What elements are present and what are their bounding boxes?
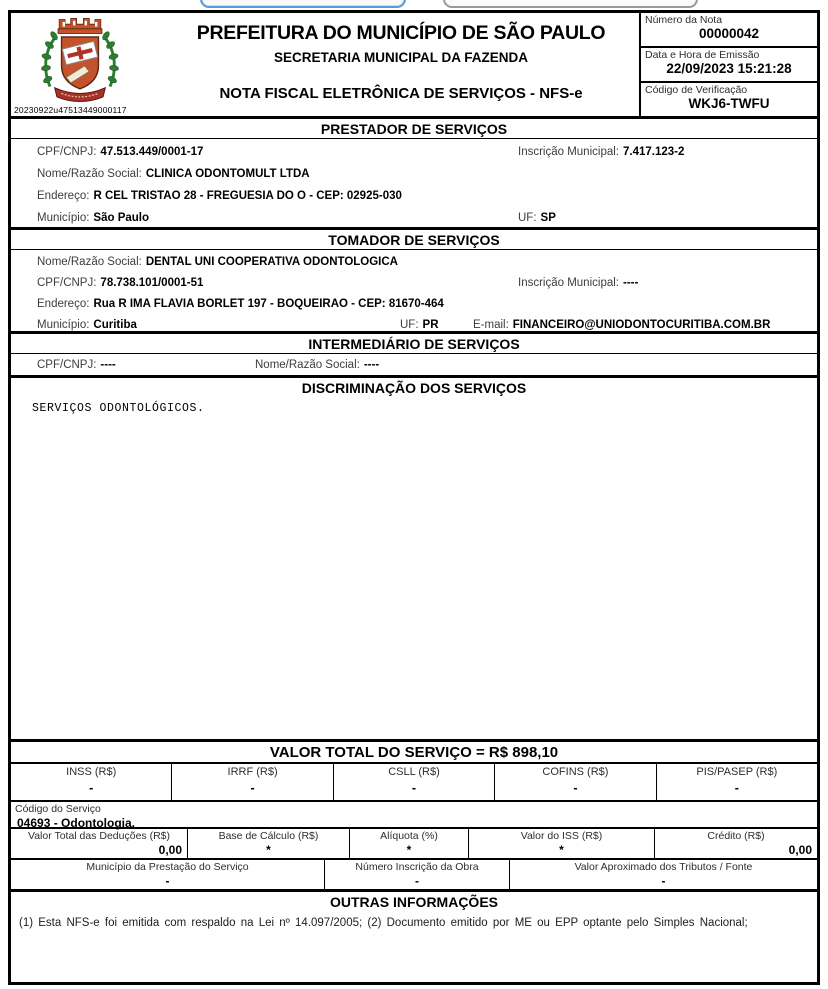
section-prestador: [11, 119, 817, 230]
prestador-endereco-value: R CEL TRISTAO 28 - FREGUESIA DO O - CEP: 02925-030: [93, 190, 402, 202]
prestador-inscricao-value: 7.417.123-2: [622, 146, 685, 158]
tomador-municipio-label: Município:: [37, 319, 90, 331]
tomador-title: TOMADOR DE SERVIÇOS: [11, 230, 817, 250]
tomador-cpf-label: CPF/CNPJ:: [37, 277, 97, 289]
outras-title: OUTRAS INFORMAÇÕES: [330, 894, 498, 910]
discriminacao-title: DISCRIMINAÇÃO DOS SERVIÇOS: [301, 380, 527, 396]
intermediario-row: [37, 355, 817, 376]
valor-iss-value: *: [559, 843, 564, 857]
data-emissao-cell: [641, 48, 817, 83]
base-calculo-cell: [188, 829, 350, 858]
tomador-email-value: FINANCEIRO@UNIODONTOCURITIBA.COM.BR: [512, 319, 771, 331]
partial-button-right[interactable]: [443, 0, 698, 8]
tributos-fonte-label: Valor Aproximado dos Tributos / Fonte: [574, 861, 753, 873]
tomador-cpf-value: 78.738.101/0001-51: [100, 277, 204, 289]
secretaria-subtitle: SECRETARIA MUNICIPAL DA FAZENDA: [273, 50, 528, 65]
prestador-row-razao: [37, 163, 817, 185]
tax-pis-value: -: [734, 781, 739, 795]
base-calculo-value: *: [266, 843, 271, 857]
prestador-municipio-value: São Paulo: [93, 212, 150, 224]
prestador-title: PRESTADOR DE SERVIÇOS: [11, 119, 817, 139]
intermediario-cpf-value: ----: [100, 359, 116, 371]
prestador-uf-label: UF:: [518, 212, 537, 224]
tomador-endereco-value: Rua R IMA FLAVIA BORLET 197 - BOQUEIRAO - CEP: 81670-464: [93, 298, 444, 310]
tomador-row-endereco: [37, 294, 817, 315]
prestador-cpf-label: CPF/CNPJ:: [37, 146, 97, 158]
valor-total-title: VALOR TOTAL DO SERVIÇO = R$ 898,10: [11, 742, 817, 764]
logo-cell: [11, 13, 163, 116]
codigo-servico-cell: [11, 802, 817, 829]
detail-values-row: [11, 829, 817, 860]
tomador-uf-label: UF:: [400, 319, 419, 331]
credito-label: Crédito (R$): [707, 830, 765, 842]
discriminacao-text: SERVIÇOS ODONTOLÓGICOS.: [32, 402, 205, 415]
tomador-inscricao-label: Inscrição Municipal:: [518, 277, 619, 289]
tomador-uf-value: PR: [422, 319, 439, 331]
nfse-document: [8, 10, 820, 985]
tax-irrf-value: -: [250, 781, 255, 795]
tomador-endereco-label: Endereço:: [37, 298, 90, 310]
codigo-servico-value: 04693 - Odontologia.: [17, 816, 136, 830]
tax-irrf-label: IRRF (R$): [227, 766, 278, 778]
prestador-endereco-label: Endereço:: [37, 190, 90, 202]
intermediario-cpf-label: CPF/CNPJ:: [37, 359, 97, 371]
document-key-number: 20230922u47513449000117: [14, 105, 127, 115]
inscricao-obra-label: Número Inscrição da Obra: [355, 861, 479, 873]
numero-da-nota-value: 00000042: [698, 26, 760, 41]
header-titles: [163, 13, 639, 116]
partial-button-left[interactable]: [200, 0, 406, 8]
prestador-cpf-value: 47.513.449/0001-17: [100, 146, 204, 158]
tax-cell-irrf: [172, 764, 333, 800]
tax-cell-inss: [11, 764, 172, 800]
municipio-prestacao-cell: [11, 860, 325, 889]
sao-paulo-coat-of-arms-icon: [37, 15, 123, 105]
tomador-inscricao-value: ----: [622, 277, 639, 289]
prestador-uf-value: SP: [540, 212, 556, 224]
credito-value: 0,00: [788, 843, 812, 857]
tomador-razao-label: Nome/Razão Social:: [37, 256, 142, 268]
section-tomador: [11, 230, 817, 334]
tributos-fonte-cell: [510, 860, 817, 889]
tax-inss-label: INSS (R$): [66, 766, 117, 778]
tax-cofins-label: COFINS (R$): [542, 766, 609, 778]
municipio-prestacao-value: -: [165, 874, 170, 888]
deducoes-cell: [11, 829, 188, 858]
aliquota-value: *: [406, 843, 412, 857]
inscricao-obra-cell: [325, 860, 510, 889]
nfse-title: NOTA FISCAL ELETRÔNICA DE SERVIÇOS - NFS-e: [219, 85, 583, 102]
codigo-verificacao-value: WKJ6-TWFU: [688, 96, 770, 111]
tax-table: [11, 764, 817, 802]
tomador-row-municipio: [37, 315, 817, 336]
tomador-municipio-value: Curitiba: [93, 319, 137, 331]
prestador-row-endereco: [37, 185, 817, 207]
intermediario-razao-value: ----: [363, 359, 380, 371]
data-emissao-value: 22/09/2023 15:21:28: [666, 61, 792, 76]
prestador-razao-label: Nome/Razão Social:: [37, 168, 142, 180]
tomador-razao-value: DENTAL UNI COOPERATIVA ODONTOLOGICA: [145, 256, 398, 268]
tax-inss-value: -: [89, 781, 94, 795]
base-calculo-label: Base de Cálculo (R$): [218, 830, 319, 842]
tax-cell-pis: [657, 764, 817, 800]
outras-text: (1) Esta NFS-e foi emitida com respaldo na Lei nº 14.097/2005; (2) Documento emitido por ME ou EPP optante pelo Simples Nacional;: [19, 917, 748, 929]
tomador-row-cpf: [37, 273, 817, 294]
tributos-fonte-value: -: [661, 874, 666, 888]
prestador-row-municipio: [37, 207, 817, 229]
tax-cell-cofins: [495, 764, 656, 800]
numero-da-nota-label: Número da Nota: [645, 14, 723, 26]
footer-values-row: [11, 860, 817, 892]
valor-iss-cell: [469, 829, 655, 858]
prestador-razao-value: CLINICA ODONTOMULT LTDA: [145, 168, 310, 180]
section-discriminacao: [11, 378, 817, 742]
numero-da-nota-cell: [641, 13, 817, 48]
section-outras-informacoes: [11, 892, 817, 982]
tax-csll-label: CSLL (R$): [388, 766, 440, 778]
codigo-servico-label: Código do Serviço: [15, 803, 101, 815]
codigo-verificacao-label: Código de Verificação: [645, 84, 748, 96]
tax-pis-label: PIS/PASEP (R$): [696, 766, 778, 778]
prestador-inscricao-label: Inscrição Municipal:: [518, 146, 619, 158]
section-intermediario: [11, 334, 817, 378]
prefeitura-title: PREFEITURA DO MUNICÍPIO DE SÃO PAULO: [196, 22, 606, 44]
tomador-email-label: E-mail:: [473, 319, 509, 331]
valor-iss-label: Valor do ISS (R$): [520, 830, 603, 842]
tax-csll-value: -: [411, 781, 417, 795]
credito-cell: [655, 829, 817, 858]
inscricao-obra-value: -: [415, 874, 419, 888]
header-info-box: [639, 13, 817, 116]
data-emissao-label: Data e Hora de Emissão: [645, 49, 760, 61]
deducoes-value: 0,00: [158, 843, 182, 857]
document-header: [11, 13, 817, 119]
aliquota-label: Alíquota (%): [380, 830, 438, 842]
intermediario-title: INTERMEDIÁRIO DE SERVIÇOS: [11, 334, 817, 354]
tax-cell-csll: [334, 764, 495, 800]
tax-cofins-value: -: [573, 781, 578, 795]
prestador-row-cpf: [37, 141, 817, 163]
tomador-row-razao: [37, 252, 817, 273]
codigo-verificacao-cell: [641, 83, 817, 116]
aliquota-cell: [350, 829, 469, 858]
prestador-municipio-label: Município:: [37, 212, 90, 224]
intermediario-razao-label: Nome/Razão Social:: [255, 359, 360, 371]
municipio-prestacao-label: Município da Prestação do Serviço: [86, 861, 249, 873]
deducoes-label: Valor Total das Deduções (R$): [27, 830, 171, 842]
